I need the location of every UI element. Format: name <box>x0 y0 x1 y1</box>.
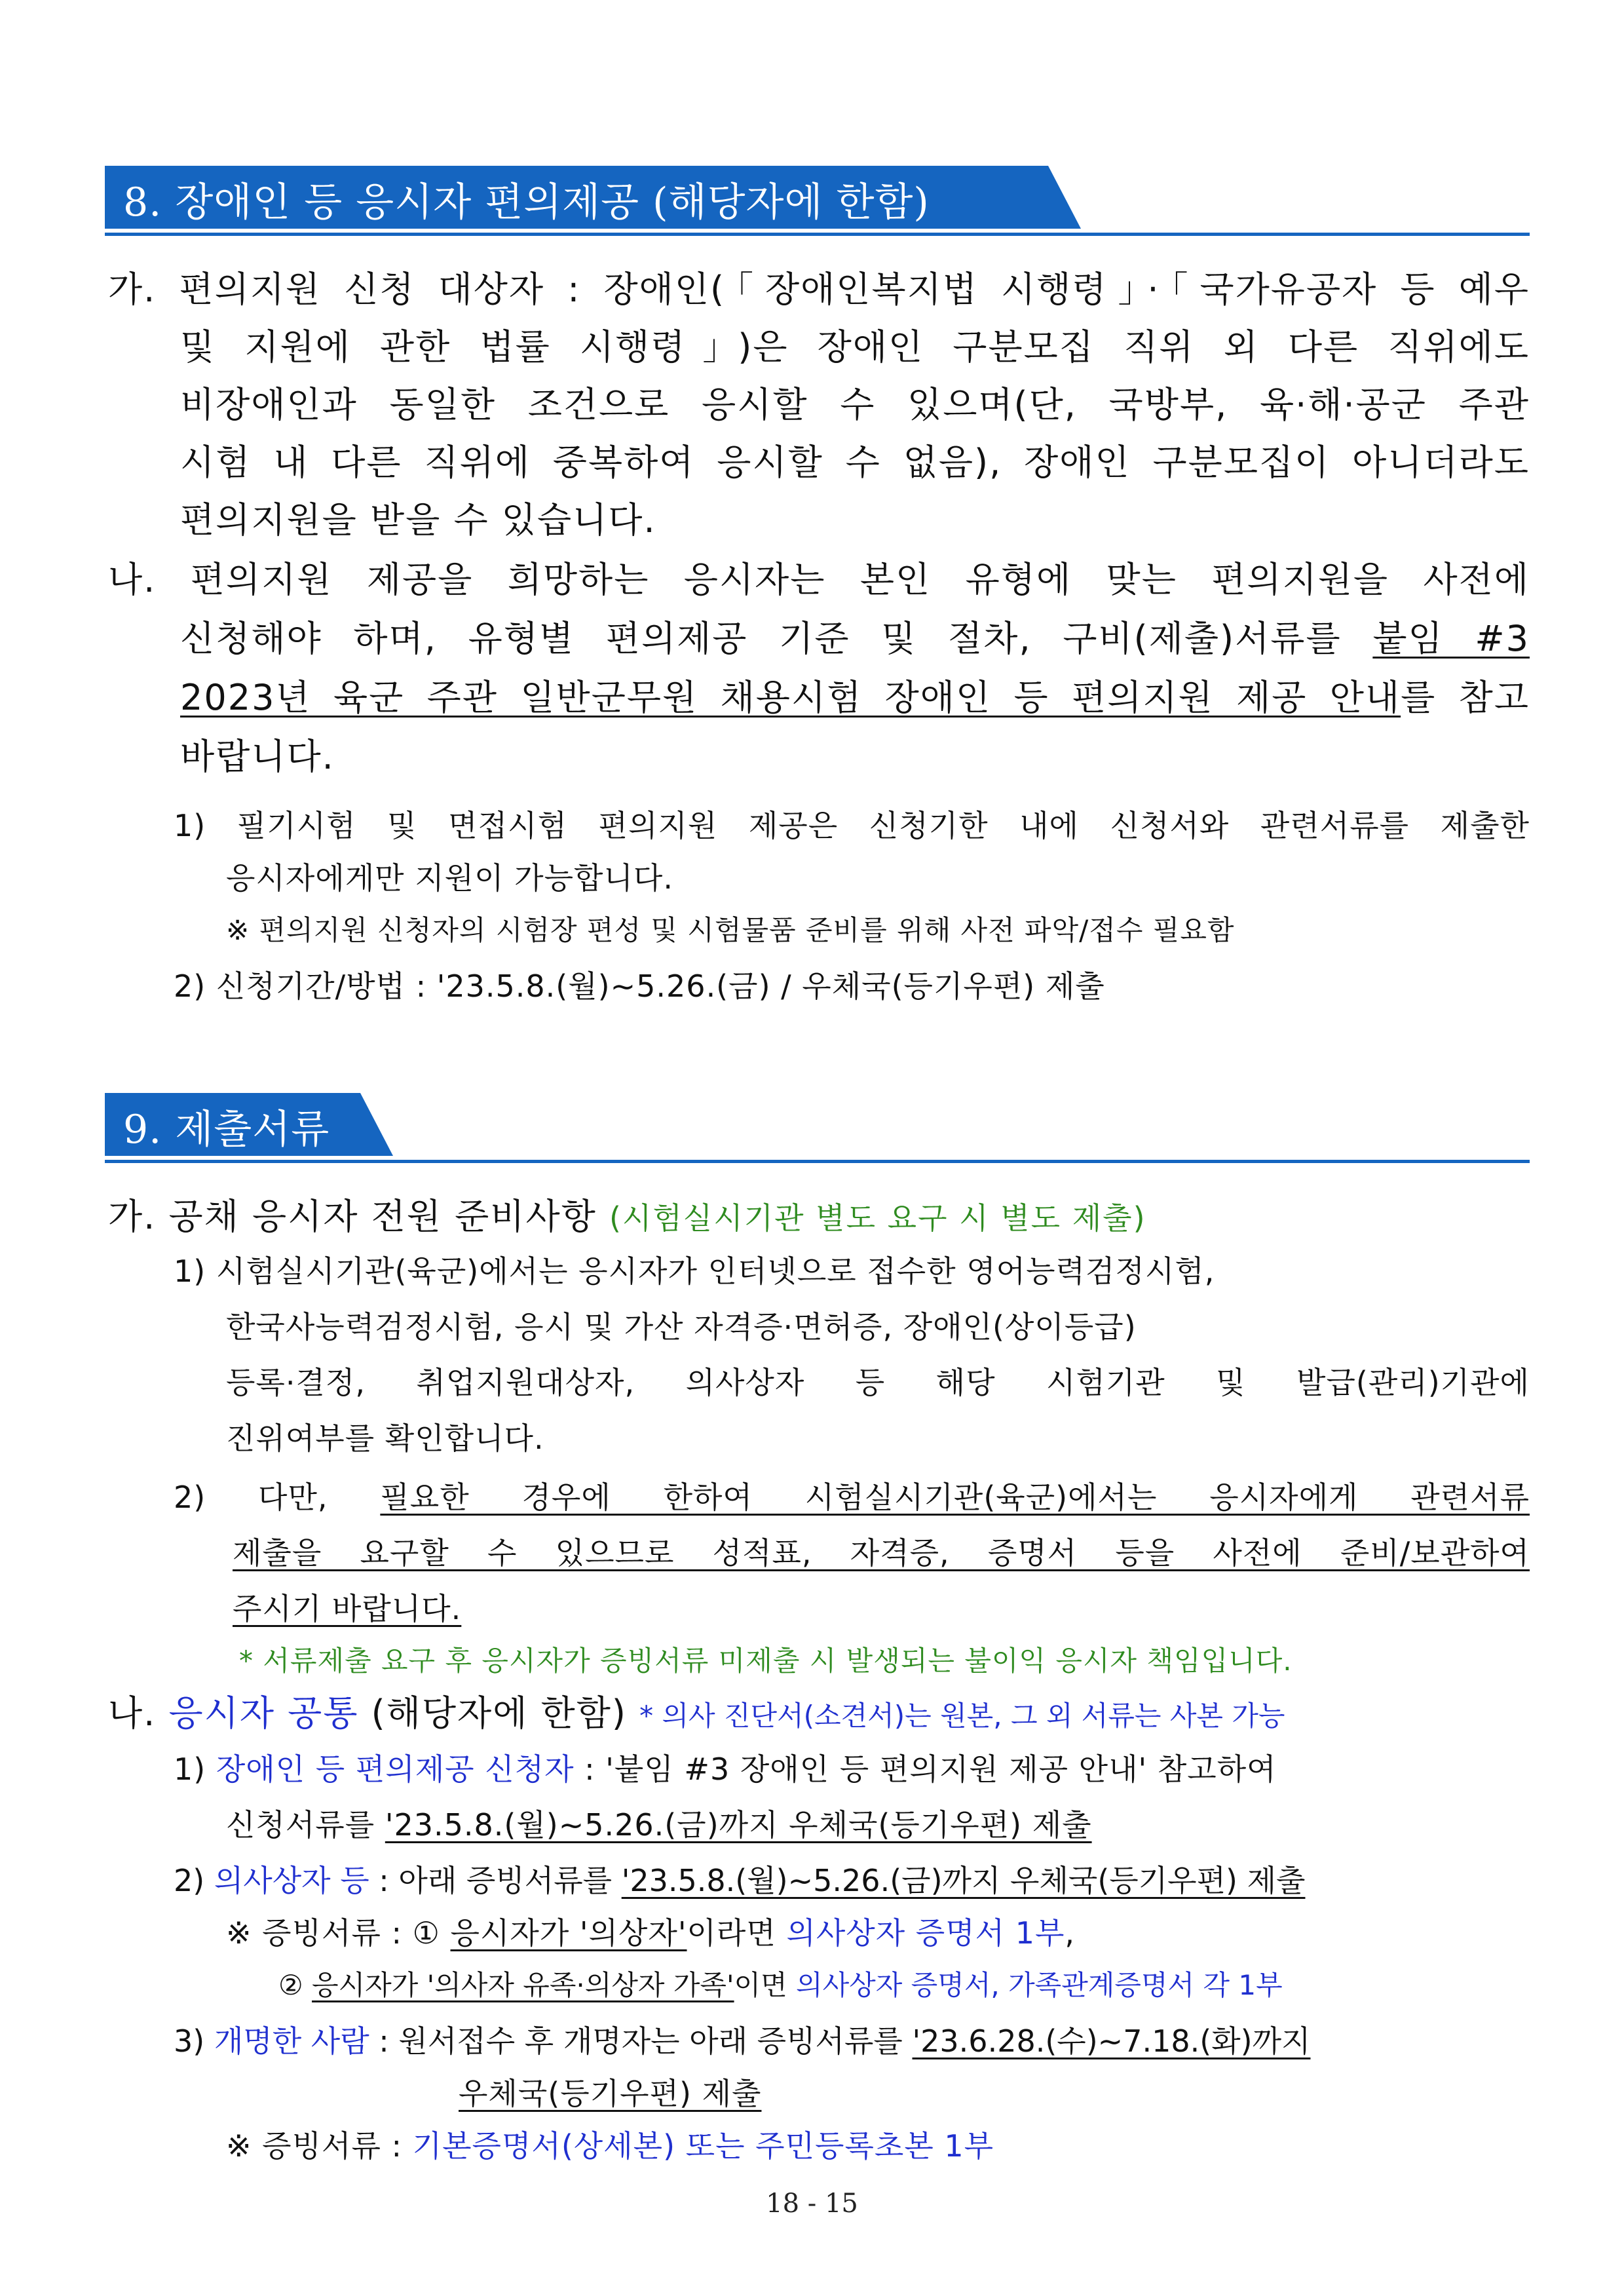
page-number: 18 - 15 <box>766 2189 858 2219</box>
s8-na-line-3: 2023년 육군 주관 일반군무원 채용시험 장애인 등 편의지원 제공 안내를 참고 <box>180 677 1530 718</box>
s9-n2-sub-line-1: ※ 증빙서류 : ① 응시자가 '의상자'이라면 의사상자 증명서 1부, <box>226 1915 1076 1951</box>
s9-item1-line-3: 등록·결정, 취업지원대상자, 의사상자 등 해당 시험기관 및 발급(관리)기관에 <box>226 1365 1530 1400</box>
s8-na-line-2: 신청해야 하며, 유형별 편의제공 기준 및 절차, 구비(제출)서류를 붙임 #3 <box>180 618 1530 659</box>
s8-note: ※ 편의지원 신청자의 시험장 편성 및 시험물품 준비를 위해 사전 파악/접수 필요함 <box>226 914 1235 946</box>
s9-star-note: * 서류제출 요구 후 응시자가 증빙서류 미제출 시 발생되는 불이익 응시자 책임입니다. <box>239 1645 1293 1677</box>
s9-na-line: 나. 응시자 공통 (해당자에 한함) * 의사 진단서(소견서)는 원본, 그 외 서류는 사본 가능 <box>108 1693 1285 1734</box>
section-9-header <box>105 1088 1530 1160</box>
s8-ga-line-2: 및 지원에 관한 법률 시행령」)은 장애인 구분모집 직위 외 다른 직위에도 <box>180 326 1530 368</box>
s9-n1-line-2: 신청서류를 '23.5.8.(월)~5.26.(금)까지 우체국(등기우편) 제출 <box>226 1807 1092 1843</box>
s8-item2: 2) 신청기간/방법 : '23.5.8.(월)~5.26.(금) / 우체국(등기우편) 제출 <box>174 968 1105 1004</box>
s9-item1-line-1: 1) 시험실시기관(육군)에서는 응시자가 인터넷으로 접수한 영어능력검정시험, <box>174 1253 1215 1289</box>
s9-item2-line-2: 제출을 요구할 수 있으므로 성적표, 자격증, 증명서 등을 사전에 준비/보관하여 <box>233 1535 1530 1571</box>
s8-item1-line-1: 1) 필기시험 및 면접시험 편의지원 제공은 신청기한 내에 신청서와 관련서류를 제출한 <box>174 808 1530 843</box>
s9-item2-line-1: 2) 다만, 필요한 경우에 한하여 시험실시기관(육군)에서는 응시자에게 관련서류 <box>174 1480 1530 1515</box>
s8-ga-line-1: 가. 편의지원 신청 대상자 : 장애인(「장애인복지법 시행령」·「국가유공자 등 예우 <box>108 269 1530 310</box>
s9-n1-line-1: 1) 장애인 등 편의제공 신청자 : '붙임 #3 장애인 등 편의지원 제공 안내' 참고하여 <box>174 1751 1277 1787</box>
section-8-title: 8. 장애인 등 응시자 편의제공 (해당자에 한함) <box>123 180 930 225</box>
s8-ga-line-3: 비장애인과 동일한 조건으로 응시할 수 있으며(단, 국방부, 육·해·공군 주관 <box>180 384 1530 425</box>
section-8-header <box>105 161 1530 233</box>
s9-item2-line-3: 주시기 바랍니다. <box>233 1591 462 1626</box>
section-9-title: 9. 제출서류 <box>123 1107 330 1153</box>
s9-item1-line-4: 진위여부를 확인합니다. <box>226 1421 544 1456</box>
s9-ga-line: 가. 공채 응시자 전원 준비사항 (시험실시기관 별도 요구 시 별도 제출) <box>108 1196 1146 1237</box>
s9-n2-line: 2) 의사상자 등 : 아래 증빙서류를 '23.5.8.(월)~5.26.(금)까지 우체국(등기우편) 제출 <box>174 1863 1306 1898</box>
s9-n3-sub-line: ※ 증빙서류 : 기본증명서(상세본) 또는 주민등록초본 1부 <box>226 2128 994 2164</box>
s8-ga-line-5: 편의지원을 받을 수 있습니다. <box>180 499 656 541</box>
s8-na-line-1: 나. 편의지원 제공을 희망하는 응시자는 본인 유형에 맞는 편의지원을 사전에 <box>108 559 1530 600</box>
s9-item1-line-2: 한국사능력검정시험, 응시 및 가산 자격증·면허증, 장애인(상이등급) <box>226 1309 1137 1345</box>
s8-ga-line-4: 시험 내 다른 직위에 중복하여 응시할 수 없음), 장애인 구분모집이 아니더라도 <box>180 442 1530 483</box>
s9-n2-sub-line-2: ② 응시자가 '의사자 유족·의상자 가족'이면 의사상자 증명서, 가족관계증명서 각 1부 <box>278 1969 1283 2001</box>
s9-n3-line-1: 3) 개명한 사람 : 원서접수 후 개명자는 아래 증빙서류를 '23.6.28.(수)~7.18.(화)까지 <box>174 2023 1311 2059</box>
s9-n3-line-2: 우체국(등기우편) 제출 <box>459 2076 762 2111</box>
s8-item1-line-2: 응시자에게만 지원이 가능합니다. <box>226 860 673 896</box>
s8-na-line-4: 바랍니다. <box>180 736 335 777</box>
